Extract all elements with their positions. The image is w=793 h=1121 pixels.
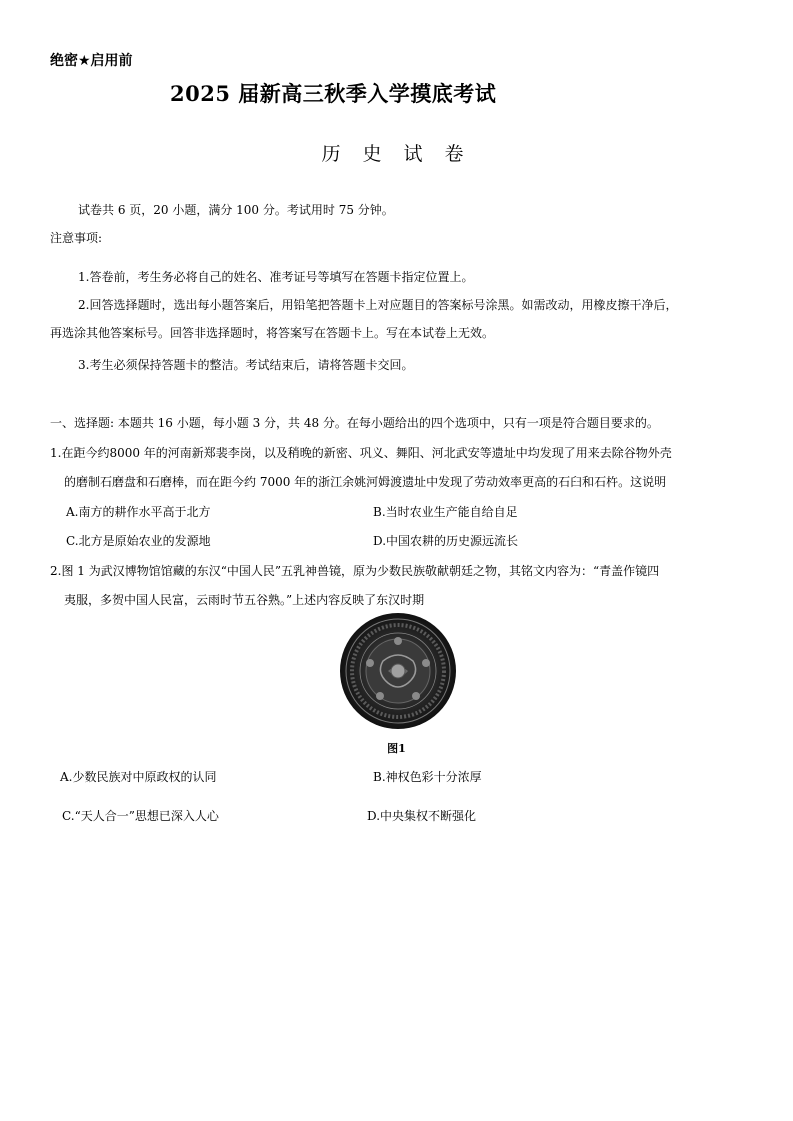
question-2-option-d: D.中央集权不断强化 (367, 809, 477, 823)
notice-item-3: 3.考生必须保持答题卡的整洁。考试结束后，请将答题卡交回。 (78, 358, 414, 372)
question-2-line-1: 2.图 1 为武汉博物馆馆藏的东汉“中国人民”五乳神兽镜，原为少数民族敬献朝廷之物，其铭文内容为：“青盖作镜四 (50, 564, 660, 578)
exam-intro: 试卷共 6 页，20 小题，满分 100 分。考试用时 75 分钟。 (78, 203, 394, 217)
figure-1-caption: 图1 (387, 742, 406, 755)
notice-item-2-line-2: 再选涂其他答案标号。回答非选择题时，将答案写在答题卡上。写在本试卷上无效。 (50, 326, 495, 340)
question-2-option-b: B.神权色彩十分浓厚 (373, 770, 482, 784)
notice-item-2-line-1: 2.回答选择题时，选出每小题答案后，用铅笔把答题卡上对应题目的答案标号涂黑。如需改动，用橡皮擦干净后， (78, 298, 678, 312)
notice-heading: 注意事项: (50, 231, 103, 245)
question-1-option-c: C.北方是原始农业的发源地 (66, 534, 211, 548)
question-1-option-a: A.南方的耕作水平高于北方 (66, 505, 211, 519)
question-2-option-a: A.少数民族对中原政权的认同 (60, 770, 217, 784)
question-2-line-2: 夷服，多贺中国人民富，云雨时节五谷熟。”上述内容反映了东汉时期 (64, 593, 425, 607)
question-1-line-2: 的磨制石磨盘和石磨棒，而在距今约 7000 年的浙江余姚河姆渡遗址中发现了劳动效率更高的石臼和石杵。这说明 (64, 475, 667, 489)
notice-item-1: 1.答卷前，考生务必将自己的姓名、准考证号等填写在答题卡指定位置上。 (78, 270, 474, 284)
exam-title: 2025 届新高三秋季入学摸底考试 (170, 81, 497, 106)
question-1-option-d: D.中国农耕的历史源远流长 (373, 534, 519, 548)
question-1-option-b: B.当时农业生产能自给自足 (373, 505, 518, 519)
bronze-mirror-image (338, 611, 458, 731)
question-1-line-1: 1.在距今约8000 年的河南新郑裴李岗，以及稍晚的新密、巩义、舞阳、河北武安等遗址中均发现了用来去除谷物外壳 (50, 446, 672, 460)
confidential-mark: 绝密★启用前 (50, 53, 133, 69)
subject-title: 历 史 试 卷 (321, 143, 472, 165)
question-2-option-c: C.“天人合一”思想已深入人心 (62, 809, 219, 823)
bronze-mirror-icon (338, 611, 458, 731)
section-1-heading: 一、选择题: 本题共 16 小题，每小题 3 分，共 48 分。在每小题给出的四个选项中，只有一项是符合题目要求的。 (50, 416, 659, 430)
